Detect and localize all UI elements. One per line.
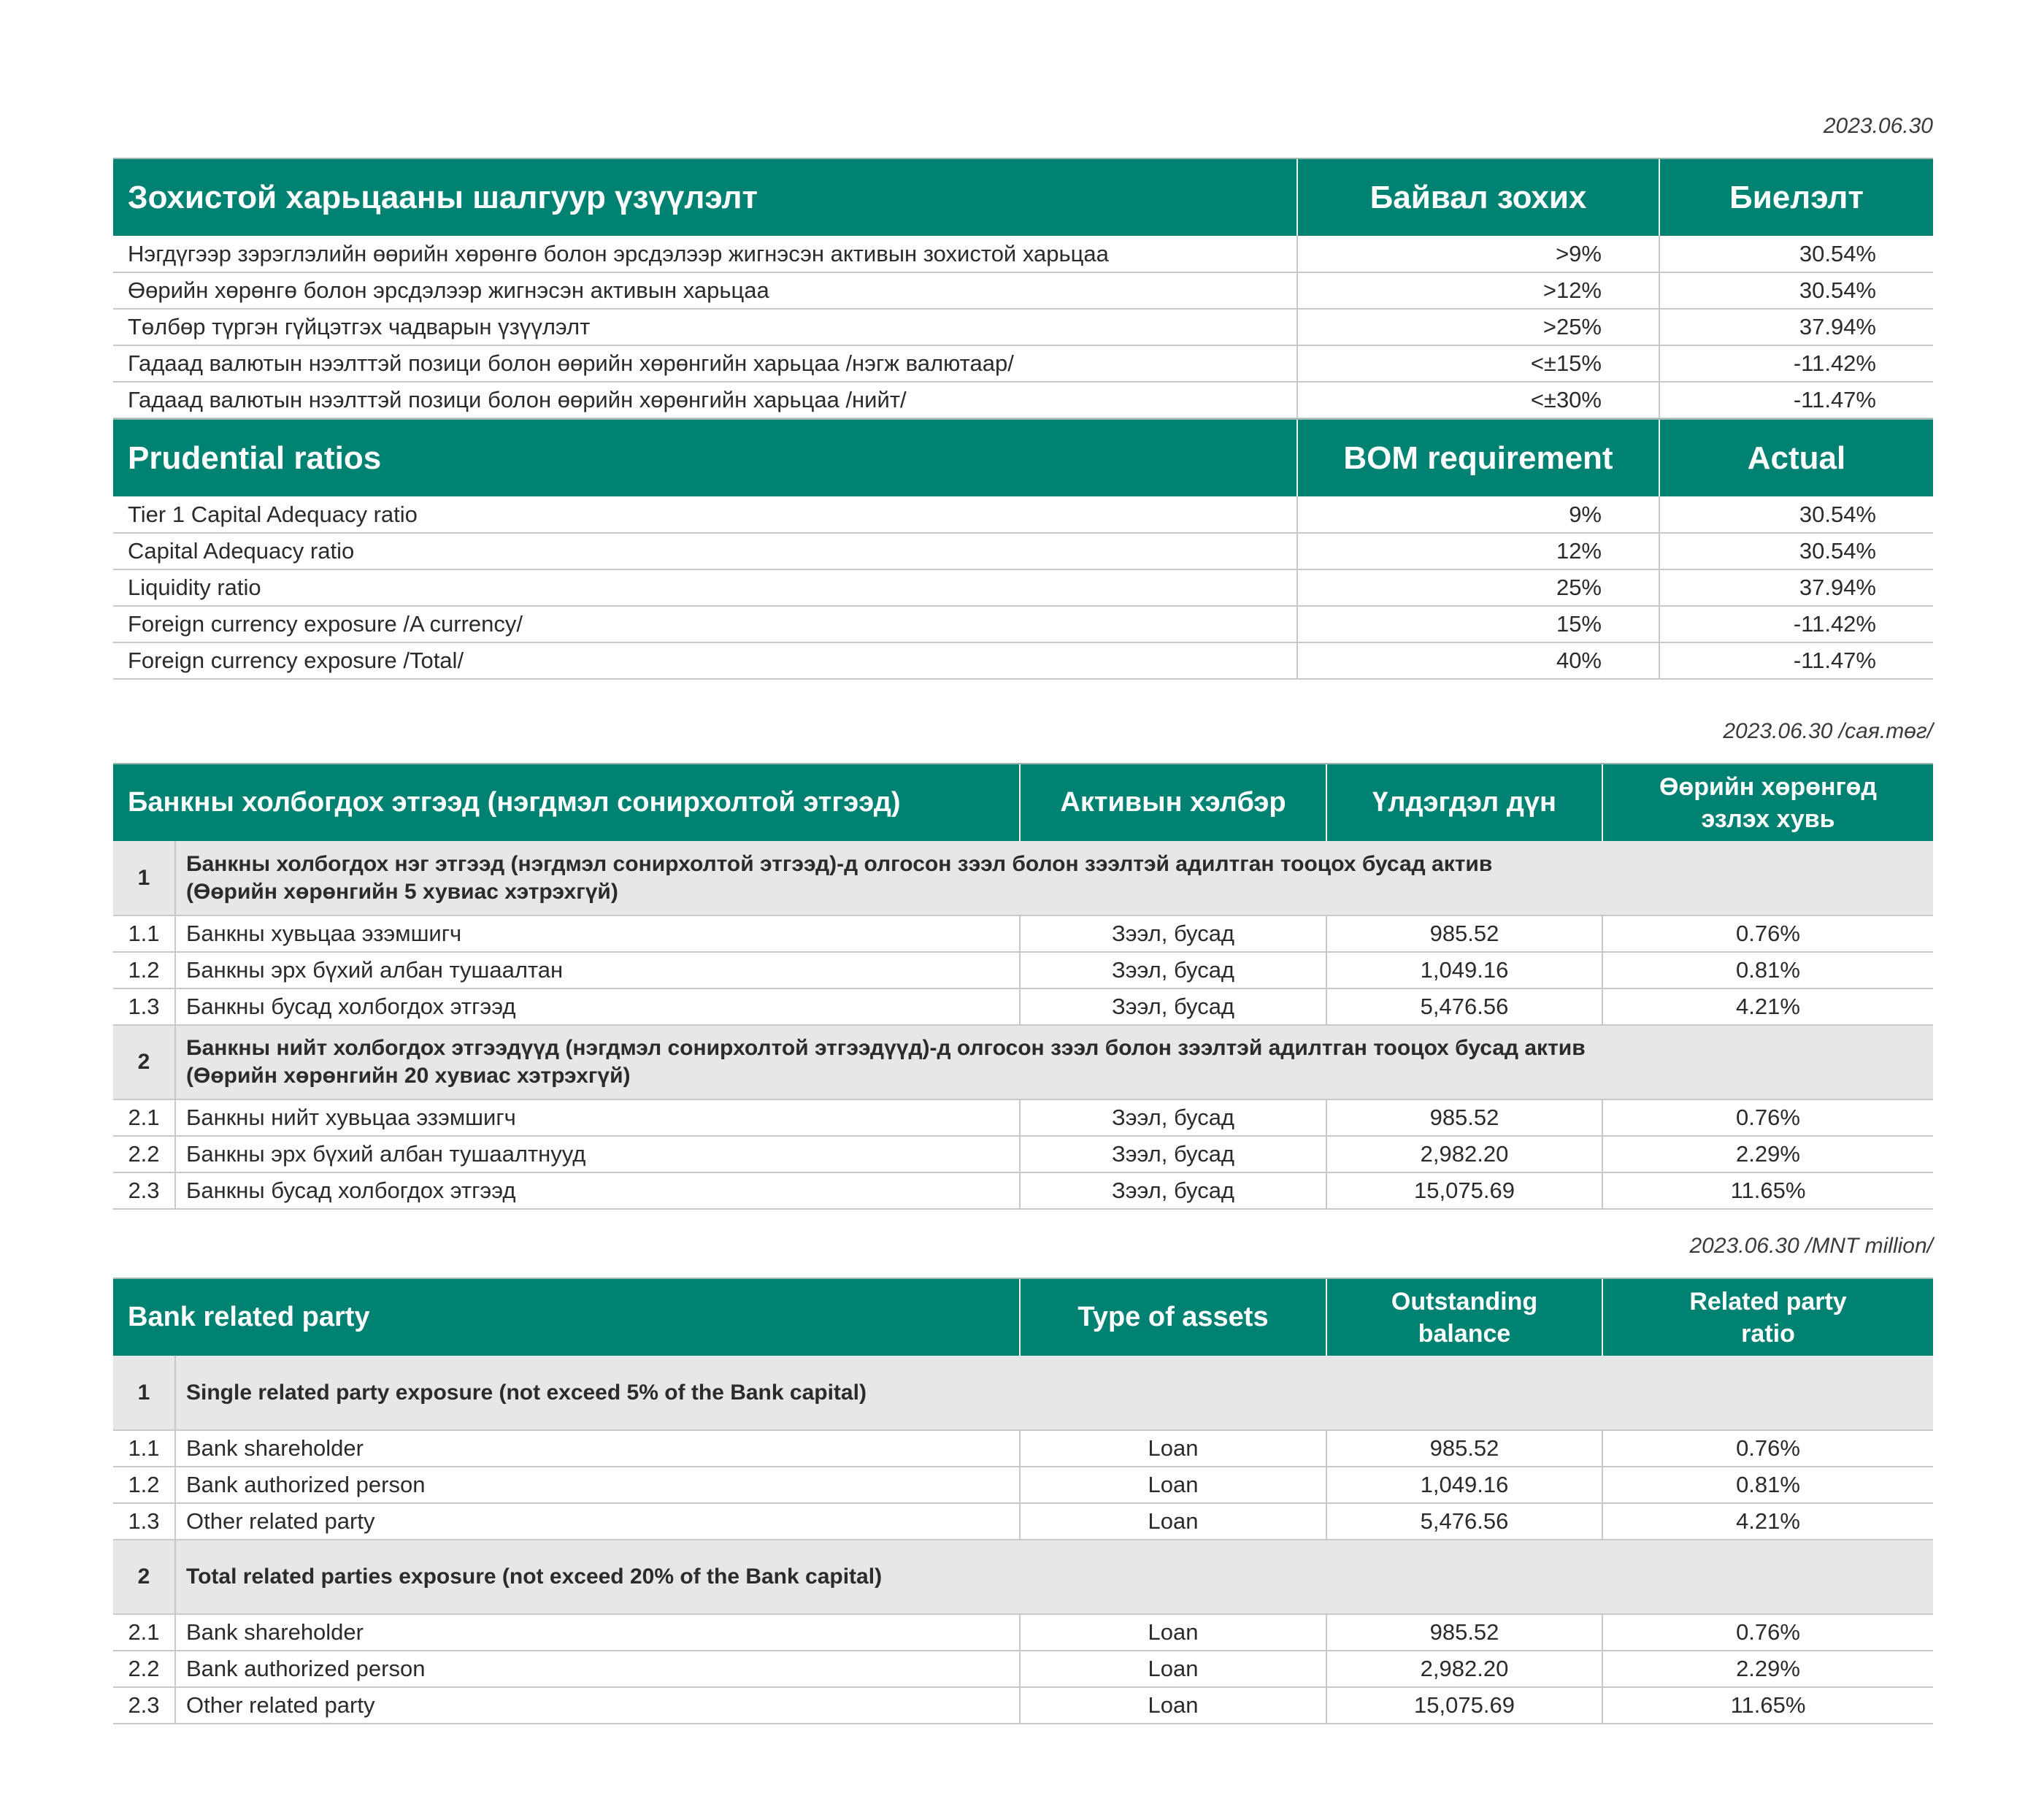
asset-type: Loan	[1020, 1651, 1326, 1687]
actual-value: 37.94%	[1659, 309, 1933, 345]
asset-type: Loan	[1020, 1430, 1326, 1467]
table-row	[113, 272, 1933, 309]
table-row	[113, 345, 1933, 382]
party-name: Bank authorized person	[175, 1651, 1020, 1687]
indicator-name: Нэгдүгээр зэрэглэлийн өөрийн хөрөнгө болон эрсдэлээр жигнэсэн активын зохистой харьцаа	[113, 236, 1297, 272]
balance-value: 15,075.69	[1326, 1172, 1602, 1209]
actual-value: -11.47%	[1659, 382, 1933, 418]
actual-value: 37.94%	[1659, 569, 1933, 606]
group-row	[113, 1025, 1933, 1099]
indicator-name: Tier 1 Capital Adequacy ratio	[113, 496, 1297, 533]
required-value: >9%	[1297, 236, 1659, 272]
group-row	[113, 1540, 1933, 1614]
required-value: <±15%	[1297, 345, 1659, 382]
column-header: Биелэлт	[1659, 158, 1933, 236]
actual-value: 30.54%	[1659, 236, 1933, 272]
table-row	[113, 1136, 1933, 1172]
asset-type: Loan	[1020, 1503, 1326, 1540]
actual-value: 30.54%	[1659, 272, 1933, 309]
column-header: Активын хэлбэр	[1020, 764, 1326, 841]
column-header: Зохистой харьцааны шалгуур үзүүлэлт	[113, 158, 1297, 236]
row-number: 2.3	[113, 1172, 175, 1209]
column-header: Prudential ratios	[113, 419, 1297, 496]
party-name: Bank shareholder	[175, 1430, 1020, 1467]
balance-value: 985.52	[1326, 1614, 1602, 1651]
header-row	[113, 419, 1933, 496]
table-row	[113, 1467, 1933, 1503]
column-header: Related party ratio	[1602, 1278, 1933, 1356]
balance-value: 985.52	[1326, 1099, 1602, 1136]
required-value: 15%	[1297, 606, 1659, 642]
row-number: 1.2	[113, 952, 175, 988]
asset-type: Зээл, бусад	[1020, 1136, 1326, 1172]
required-value: <±30%	[1297, 382, 1659, 418]
ratio-value: 2.29%	[1602, 1136, 1933, 1172]
group-title: Банкны нийт холбогдох этгээдүүд (нэгдмэл сонирхолтой этгээдүүд)-д олгосон зээл болон зээлтэй адилтган тооцох бусад актив (Өөрийн хөрөнгийн 20 хувиас хэтрэхгүй)	[175, 1025, 1933, 1099]
asset-type: Loan	[1020, 1467, 1326, 1503]
table-row	[113, 1172, 1933, 1209]
table-row	[113, 382, 1933, 418]
asset-type: Зээл, бусад	[1020, 988, 1326, 1025]
column-header: Үлдэгдэл дүн	[1326, 764, 1602, 841]
party-name: Other related party	[175, 1503, 1020, 1540]
party-name: Bank shareholder	[175, 1614, 1020, 1651]
table-row	[113, 1430, 1933, 1467]
balance-value: 2,982.20	[1326, 1136, 1602, 1172]
capital-ratios-mn-table	[113, 158, 1933, 419]
header-row	[113, 158, 1933, 236]
table-row	[113, 533, 1933, 569]
required-value: 40%	[1297, 642, 1659, 679]
party-name: Банкны нийт хувьцаа эзэмшигч	[175, 1099, 1020, 1136]
asset-type: Зээл, бусад	[1020, 1172, 1326, 1209]
required-value: 25%	[1297, 569, 1659, 606]
ratio-value: 0.76%	[1602, 1099, 1933, 1136]
asset-type: Loan	[1020, 1614, 1326, 1651]
row-number: 2.2	[113, 1651, 175, 1687]
ratio-value: 2.29%	[1602, 1651, 1933, 1687]
indicator-name: Төлбөр түргэн гүйцэтгэх чадварын үзүүлэлт	[113, 309, 1297, 345]
indicator-name: Гадаад валютын нээлттэй позици болон өөрийн хөрөнгийн харьцаа /нийт/	[113, 382, 1297, 418]
ratio-value: 0.81%	[1602, 952, 1933, 988]
indicator-name: Өөрийн хөрөнгө болон эрсдэлээр жигнэсэн активын харьцаа	[113, 272, 1297, 309]
required-value: 12%	[1297, 533, 1659, 569]
indicator-name: Гадаад валютын нээлттэй позици болон өөрийн хөрөнгийн харьцаа /нэгж валютаар/	[113, 345, 1297, 382]
actual-value: -11.42%	[1659, 606, 1933, 642]
table-row	[113, 1503, 1933, 1540]
required-value: 9%	[1297, 496, 1659, 533]
table-row	[113, 1651, 1933, 1687]
asset-type: Зээл, бусад	[1020, 952, 1326, 988]
party-name: Банкны эрх бүхий албан тушаалтан	[175, 952, 1020, 988]
group-title: Single related party exposure (not exceed 5% of the Bank capital)	[175, 1356, 1933, 1430]
party-name: Банкны бусад холбогдох этгээд	[175, 988, 1020, 1025]
row-number: 1.1	[113, 915, 175, 952]
asset-type: Зээл, бусад	[1020, 1099, 1326, 1136]
actual-value: 30.54%	[1659, 496, 1933, 533]
row-number: 2.1	[113, 1099, 175, 1136]
row-number: 1.2	[113, 1467, 175, 1503]
balance-value: 985.52	[1326, 1430, 1602, 1467]
ratio-value: 0.81%	[1602, 1467, 1933, 1503]
table-row	[113, 1614, 1933, 1651]
table-row	[113, 236, 1933, 272]
column-header: Банкны холбогдох этгээд (нэгдмэл сонирхолтой этгээд)	[113, 764, 1020, 841]
prudential-ratios-en-table	[113, 418, 1933, 680]
required-value: >25%	[1297, 309, 1659, 345]
column-header: Actual	[1659, 419, 1933, 496]
balance-value: 1,049.16	[1326, 1467, 1602, 1503]
party-name: Банкны бусад холбогдох этгээд	[175, 1172, 1020, 1209]
table-row	[113, 1099, 1933, 1136]
indicator-name: Foreign currency exposure /Total/	[113, 642, 1297, 679]
asset-type: Зээл, бусад	[1020, 915, 1326, 952]
group-number: 2	[113, 1540, 175, 1614]
column-header: Өөрийн хөрөнгөд эзлэх хувь	[1602, 764, 1933, 841]
table-row	[113, 606, 1933, 642]
related-party-en-table	[113, 1278, 1933, 1724]
table-row	[113, 309, 1933, 345]
date-unit-label: 2023.06.30 /сая.төг/	[1723, 719, 1933, 743]
date-unit-label: 2023.06.30 /MNT million/	[1689, 1234, 1933, 1258]
indicator-name: Foreign currency exposure /A currency/	[113, 606, 1297, 642]
table-row	[113, 988, 1933, 1025]
ratio-value: 4.21%	[1602, 1503, 1933, 1540]
group-row	[113, 841, 1933, 915]
asset-type: Loan	[1020, 1687, 1326, 1724]
header-row	[113, 1278, 1933, 1356]
row-number: 1.3	[113, 988, 175, 1025]
party-name: Банкны хувьцаа эзэмшигч	[175, 915, 1020, 952]
actual-value: -11.42%	[1659, 345, 1933, 382]
required-value: >12%	[1297, 272, 1659, 309]
table-row	[113, 952, 1933, 988]
row-number: 1.1	[113, 1430, 175, 1467]
group-row	[113, 1356, 1933, 1430]
table-row	[113, 1687, 1933, 1724]
balance-value: 985.52	[1326, 915, 1602, 952]
table-row	[113, 915, 1933, 952]
table-row	[113, 642, 1933, 679]
column-header: Outstanding balance	[1326, 1278, 1602, 1356]
party-name: Банкны эрх бүхий албан тушаалтнууд	[175, 1136, 1020, 1172]
row-number: 2.2	[113, 1136, 175, 1172]
ratio-value: 11.65%	[1602, 1172, 1933, 1209]
table-row	[113, 496, 1933, 533]
group-number: 1	[113, 1356, 175, 1430]
column-header: Bank related party	[113, 1278, 1020, 1356]
group-title: Банкны холбогдох нэг этгээд (нэгдмэл сонирхолтой этгээд)-д олгосон зээл болон зээлтэй адилтган тооцох бусад актив (Өөрийн хөрөнгийн 5 хувиас хэтрэхгүй)	[175, 841, 1933, 915]
related-party-mn-table	[113, 763, 1933, 1210]
header-row	[113, 764, 1933, 841]
group-title: Total related parties exposure (not exceed 20% of the Bank capital)	[175, 1540, 1933, 1614]
ratio-value: 0.76%	[1602, 1614, 1933, 1651]
row-number: 1.3	[113, 1503, 175, 1540]
row-number: 2.3	[113, 1687, 175, 1724]
actual-value: -11.47%	[1659, 642, 1933, 679]
balance-value: 5,476.56	[1326, 988, 1602, 1025]
balance-value: 2,982.20	[1326, 1651, 1602, 1687]
ratio-value: 0.76%	[1602, 1430, 1933, 1467]
ratio-value: 4.21%	[1602, 988, 1933, 1025]
balance-value: 15,075.69	[1326, 1687, 1602, 1724]
table-row	[113, 569, 1933, 606]
column-header: BOM requirement	[1297, 419, 1659, 496]
group-number: 1	[113, 841, 175, 915]
date-label: 2023.06.30	[1823, 114, 1933, 138]
column-header: Type of assets	[1020, 1278, 1326, 1356]
actual-value: 30.54%	[1659, 533, 1933, 569]
ratio-value: 11.65%	[1602, 1687, 1933, 1724]
party-name: Bank authorized person	[175, 1467, 1020, 1503]
ratio-value: 0.76%	[1602, 915, 1933, 952]
group-number: 2	[113, 1025, 175, 1099]
indicator-name: Liquidity ratio	[113, 569, 1297, 606]
column-header: Байвал зохих	[1297, 158, 1659, 236]
party-name: Other related party	[175, 1687, 1020, 1724]
balance-value: 1,049.16	[1326, 952, 1602, 988]
balance-value: 5,476.56	[1326, 1503, 1602, 1540]
indicator-name: Capital Adequacy ratio	[113, 533, 1297, 569]
row-number: 2.1	[113, 1614, 175, 1651]
